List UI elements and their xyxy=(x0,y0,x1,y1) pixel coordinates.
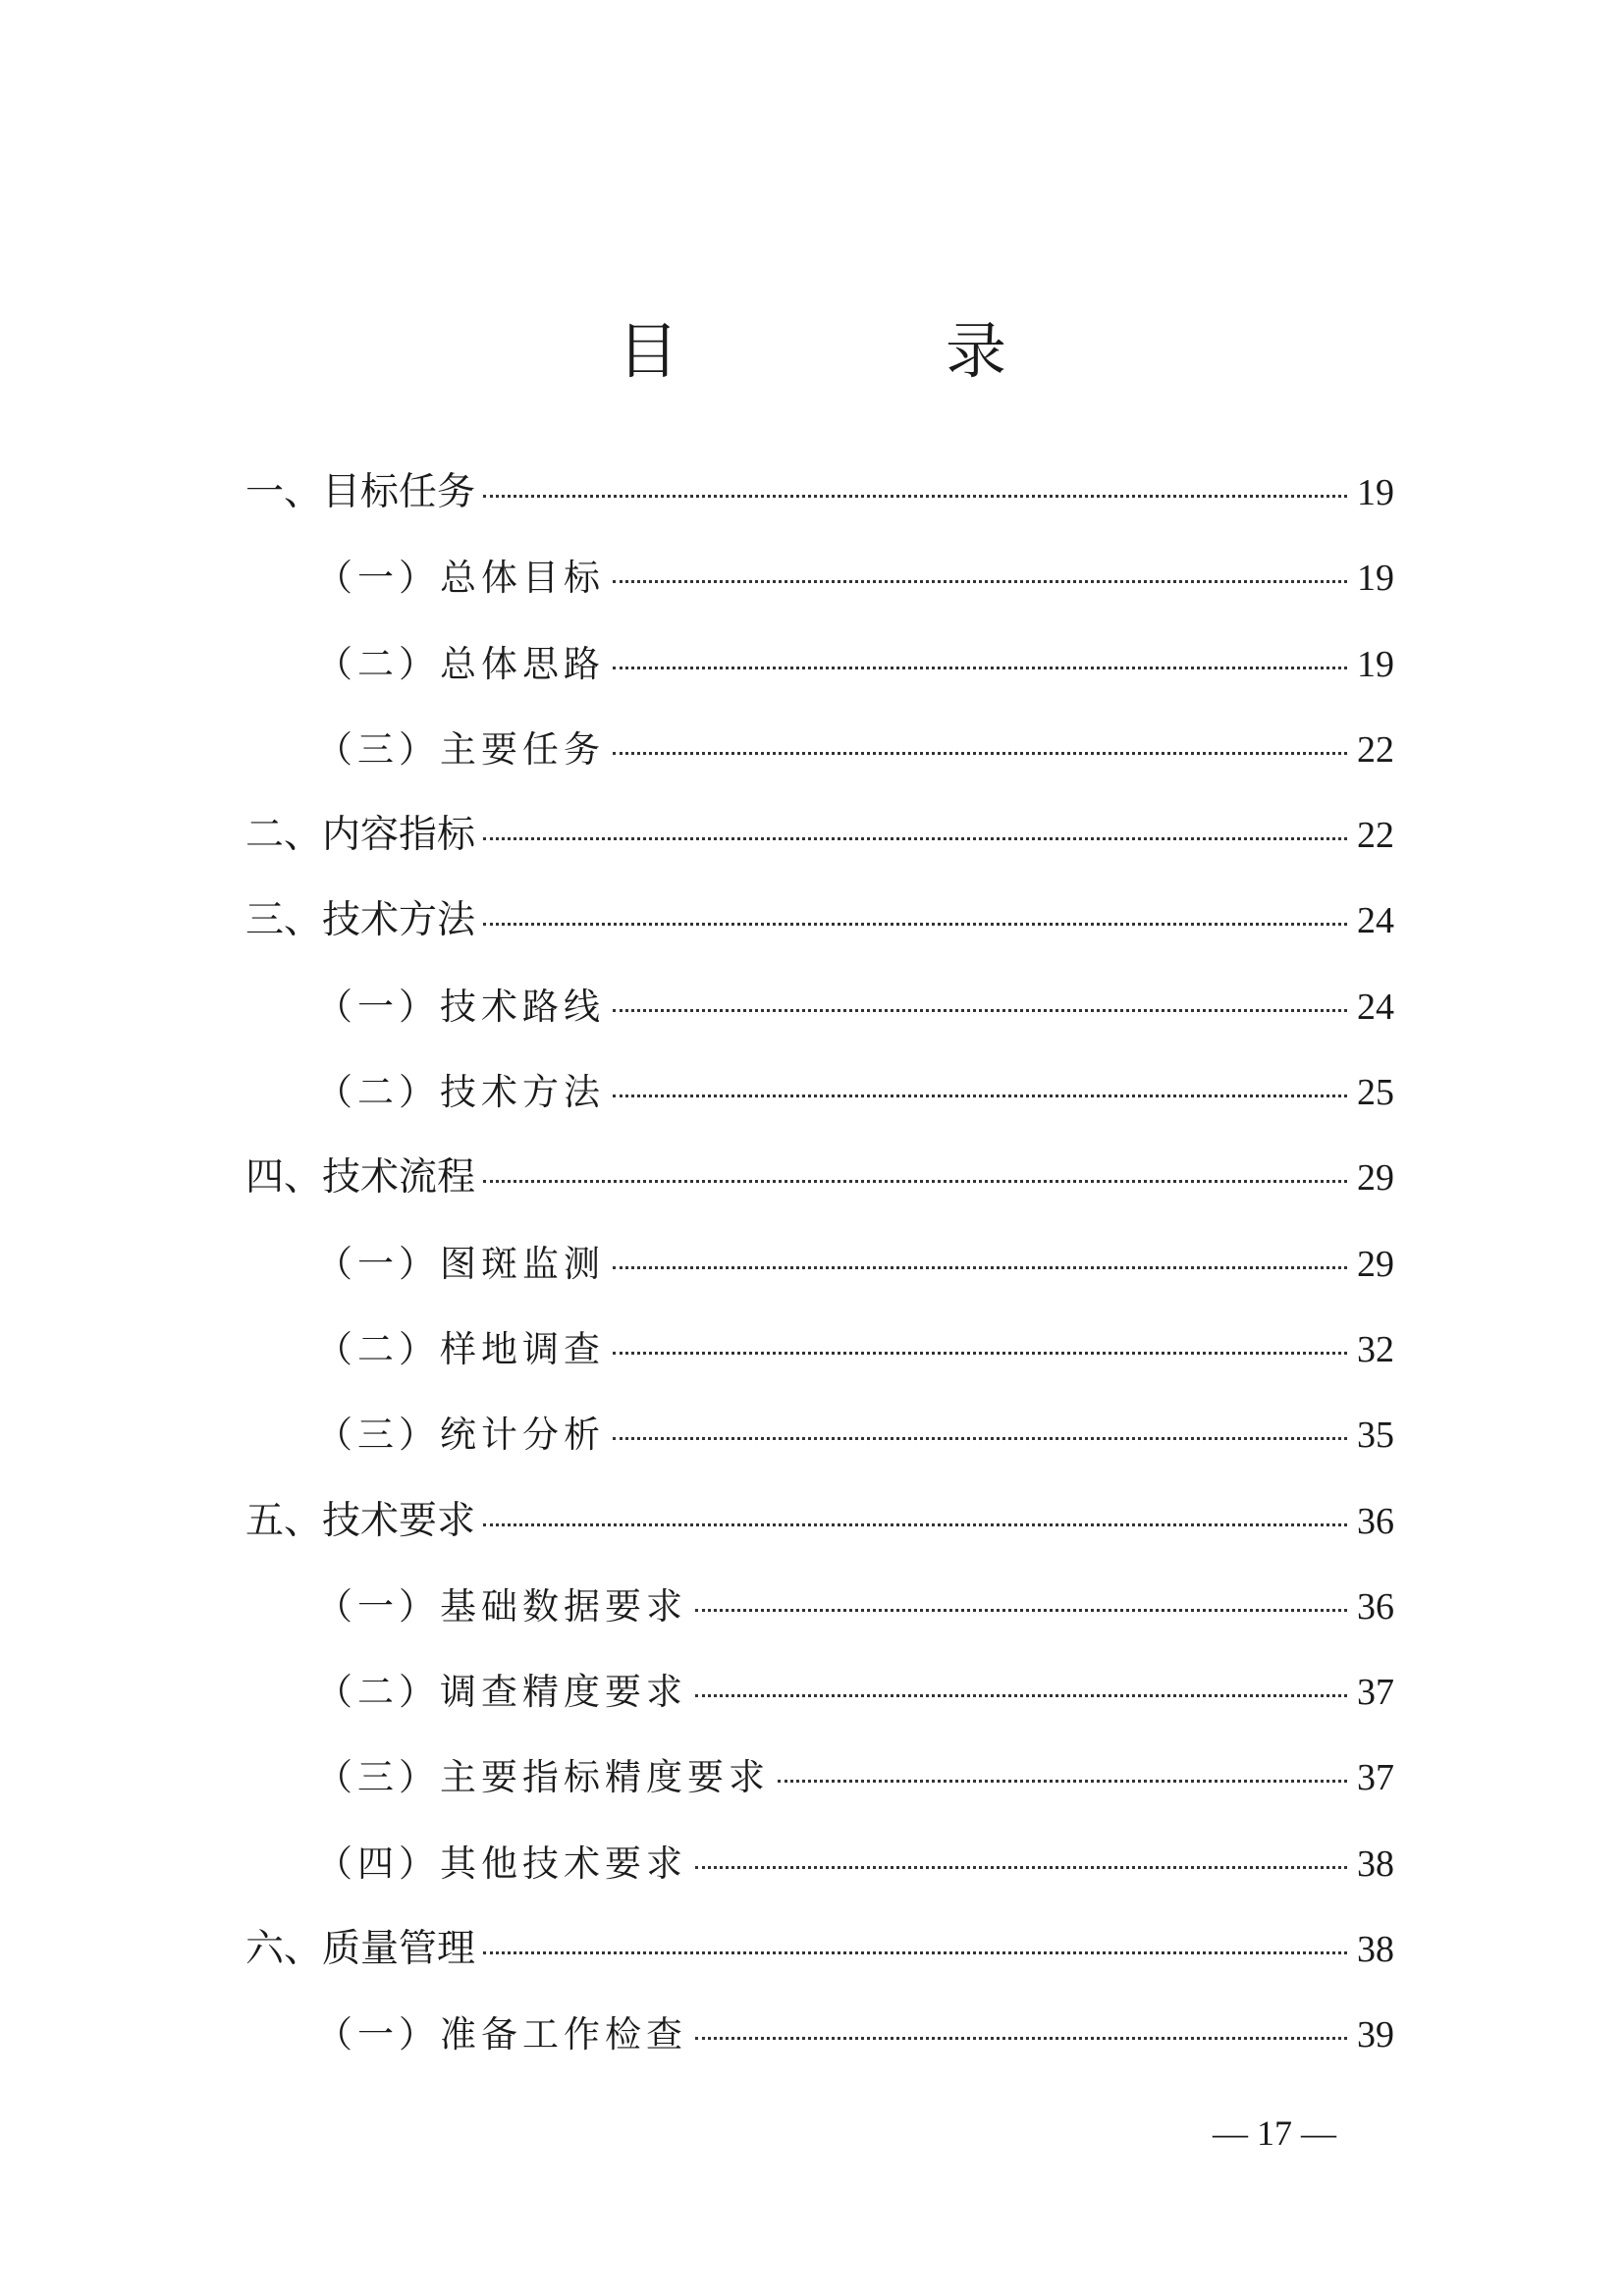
toc-entry-page-number: 37 xyxy=(1357,1672,1394,1714)
toc-entry-page-number: 38 xyxy=(1357,1842,1394,1885)
toc-entry-page-number: 19 xyxy=(1357,558,1394,600)
toc-subsection-entry[interactable] xyxy=(245,1406,1394,1491)
toc-entry-page-number: 24 xyxy=(1357,900,1394,942)
toc-entry-label: （一）准备工作检查 xyxy=(316,2013,687,2056)
toc-dot-leader xyxy=(613,1266,1347,1269)
toc-entry-page-number: 24 xyxy=(1357,986,1394,1028)
toc-section-entry[interactable] xyxy=(245,1920,1394,2005)
toc-dot-leader xyxy=(483,1951,1347,1954)
toc-dot-leader xyxy=(483,837,1347,840)
toc-entry-label: 三、技术方法 xyxy=(245,898,476,943)
toc-dot-leader xyxy=(483,1523,1347,1526)
toc-subsection-entry[interactable] xyxy=(245,549,1394,634)
toc-dot-leader xyxy=(613,1437,1347,1440)
toc-dot-leader xyxy=(613,752,1347,755)
toc-subsection-entry[interactable] xyxy=(245,978,1394,1063)
toc-subsection-entry[interactable] xyxy=(245,1748,1394,1834)
toc-section-entry[interactable] xyxy=(245,1492,1394,1577)
toc-dot-leader xyxy=(613,1095,1347,1097)
toc-entry-label: （四）其他技术要求 xyxy=(316,1842,687,1885)
toc-entry-page-number: 38 xyxy=(1357,1929,1394,1971)
toc-dot-leader xyxy=(695,1866,1347,1869)
toc-entry-page-number: 29 xyxy=(1357,1243,1394,1285)
toc-entry-label: （一）基础数据要求 xyxy=(316,1584,687,1628)
table-of-contents xyxy=(245,463,1394,2092)
toc-entry-label: （一）技术路线 xyxy=(316,985,605,1028)
toc-entry-label: 四、技术流程 xyxy=(245,1155,476,1201)
toc-entry-page-number: 19 xyxy=(1357,472,1394,513)
toc-entry-page-number: 29 xyxy=(1357,1157,1394,1200)
toc-subsection-entry[interactable] xyxy=(245,721,1394,806)
toc-entry-label: （三）统计分析 xyxy=(316,1414,605,1457)
toc-entry-label: 二、内容指标 xyxy=(245,813,476,858)
toc-dot-leader xyxy=(613,1009,1347,1012)
toc-entry-page-number: 32 xyxy=(1357,1328,1394,1370)
toc-entry-label: 五、技术要求 xyxy=(245,1498,476,1543)
toc-subsection-entry[interactable] xyxy=(245,1063,1394,1148)
toc-section-entry[interactable] xyxy=(245,806,1394,891)
toc-dot-leader xyxy=(695,1609,1347,1612)
toc-subsection-entry[interactable] xyxy=(245,2005,1394,2091)
toc-entry-label: （一）图斑监测 xyxy=(316,1242,605,1285)
toc-entry-page-number: 19 xyxy=(1357,643,1394,685)
toc-entry-label: 一、目标任务 xyxy=(245,470,476,514)
toc-subsection-entry[interactable] xyxy=(245,635,1394,721)
toc-entry-label: （三）主要指标精度要求 xyxy=(316,1756,770,1799)
toc-entry-page-number: 37 xyxy=(1357,1757,1394,1799)
toc-entry-label: （二）技术方法 xyxy=(316,1071,605,1114)
toc-entry-label: （一）总体目标 xyxy=(316,557,605,600)
toc-entry-page-number: 36 xyxy=(1357,1585,1394,1628)
toc-dot-leader xyxy=(613,1352,1347,1355)
toc-subsection-entry[interactable] xyxy=(245,1577,1394,1663)
toc-entry-page-number: 35 xyxy=(1357,1415,1394,1457)
toc-section-entry[interactable] xyxy=(245,1148,1394,1234)
toc-dot-leader xyxy=(695,1694,1347,1697)
toc-section-entry[interactable] xyxy=(245,463,1394,549)
toc-entry-page-number: 25 xyxy=(1357,1072,1394,1114)
toc-dot-leader xyxy=(613,667,1347,669)
toc-entry-label: （二）总体思路 xyxy=(316,642,605,685)
toc-dot-leader xyxy=(613,580,1347,583)
toc-subsection-entry[interactable] xyxy=(245,1663,1394,1748)
page-title: 目 录 xyxy=(617,315,1110,387)
toc-entry-page-number: 22 xyxy=(1357,815,1394,857)
toc-dot-leader xyxy=(483,1180,1347,1183)
toc-entry-label: （三）主要任务 xyxy=(316,727,605,771)
toc-dot-leader xyxy=(483,495,1347,498)
toc-dot-leader xyxy=(695,2037,1347,2040)
toc-entry-label: 六、质量管理 xyxy=(245,1927,476,1972)
toc-subsection-entry[interactable] xyxy=(245,1835,1394,1920)
toc-subsection-entry[interactable] xyxy=(245,1320,1394,1406)
toc-dot-leader xyxy=(778,1780,1347,1783)
page-number-footer: — 17 — xyxy=(1213,2113,1336,2153)
toc-entry-page-number: 36 xyxy=(1357,1500,1394,1542)
toc-entry-page-number: 39 xyxy=(1357,2014,1394,2056)
toc-entry-label: （二）样地调查 xyxy=(316,1327,605,1370)
toc-entry-label: （二）调查精度要求 xyxy=(316,1671,687,1714)
toc-subsection-entry[interactable] xyxy=(245,1235,1394,1320)
toc-entry-page-number: 22 xyxy=(1357,728,1394,771)
toc-section-entry[interactable] xyxy=(245,891,1394,977)
toc-dot-leader xyxy=(483,923,1347,926)
